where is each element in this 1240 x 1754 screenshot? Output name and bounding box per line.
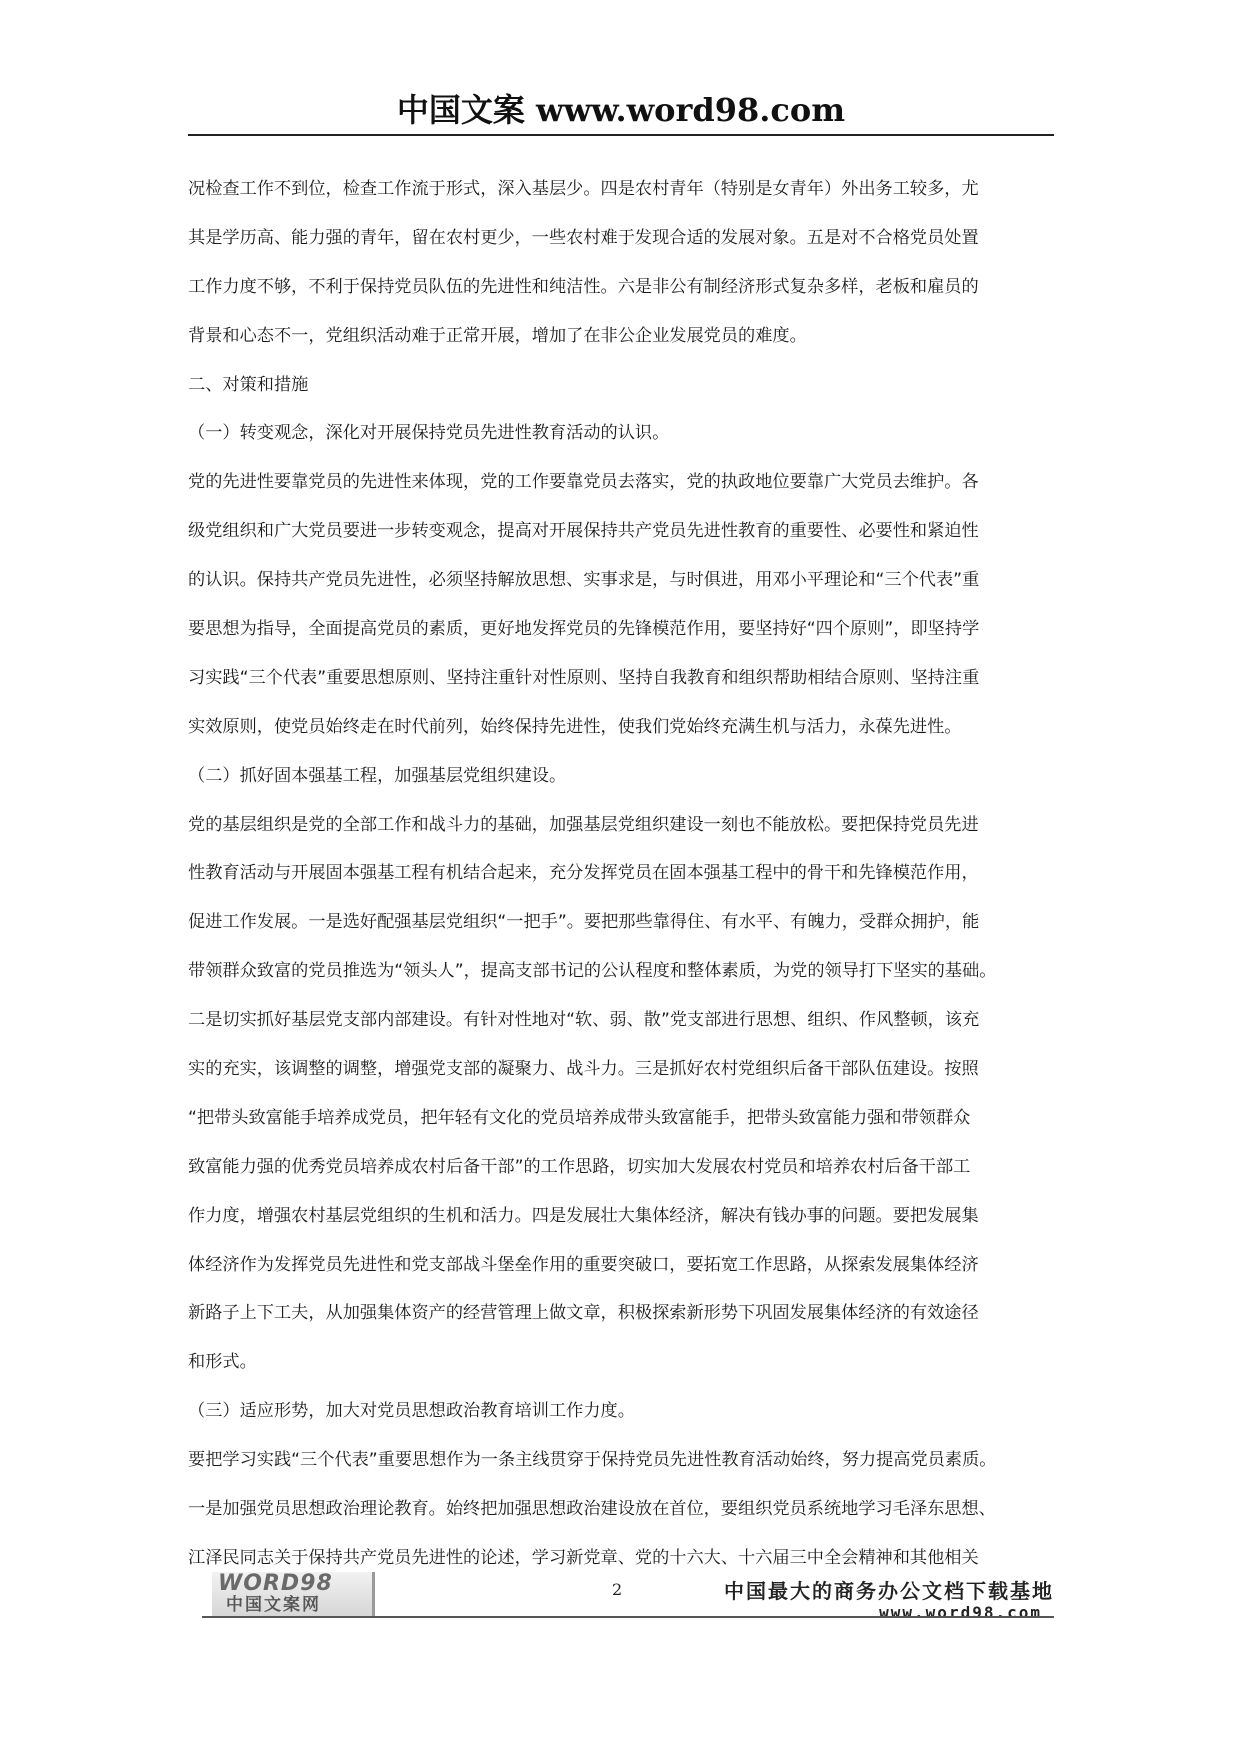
body-line: 和形式。	[188, 1352, 257, 1373]
body-line: 实的充实，该调整的调整，增强党支部的凝聚力、战斗力。三是抓好农村党组织后备干部队伍建设。按照	[188, 1059, 979, 1080]
body-line: 促进工作发展。一是选好配强基层党组织“一把手”。要把那些靠得住、有水平、有魄力，受群众拥护，能	[188, 912, 980, 933]
body-line: 二是切实抓好基层党支部内部建设。有针对性地对“软、弱、散”党支部进行思想、组织、作风整顿，该充	[188, 1010, 980, 1031]
body-line: 况检查工作不到位，检查工作流于形式，深入基层少。四是农村青年（特别是女青年）外出务工较多，尤	[188, 179, 979, 199]
body-line: 作力度，增强农村基层党组织的生机和活力。四是发展壮大集体经济，解决有钱办事的问题。要把发展集	[188, 1205, 979, 1226]
body-line: 习实践“三个代表”重要思想原则、坚持注重针对性原则、坚持自我教育和组织帮助相结合原则、坚持注重	[188, 667, 980, 688]
body-line: 党的基层组织是党的全部工作和战斗力的基础，加强基层党组织建设一刻也不能放松。要把保持党员先进	[188, 814, 979, 835]
body-line: 党的先进性要靠党员的先进性来体现，党的工作要靠党员去落实，党的执政地位要靠广大党员去维护。各	[188, 472, 979, 493]
body-line: 新路子上下工夫，从加强集体资产的经营管理上做文章，积极探索新形势下巩固发展集体经济的有效途径	[188, 1303, 979, 1324]
document-body	[188, 165, 1058, 1583]
subsection-heading: （一）转变观念，深化对开展保持党员先进性教育活动的认识。	[188, 423, 670, 444]
body-line: 一是加强党员思想政治理论教育。始终把加强思想政治建设放在首位，要组织党员系统地学习毛泽东思想、	[188, 1499, 996, 1520]
body-line: “把带头致富能手培养成党员，把年轻有文化的党员培养成带头致富能手，把带头致富能力强和带领群众	[188, 1107, 971, 1128]
subsection-heading: （二）抓好固本强基工程，加强基层党组织建设。	[188, 765, 567, 786]
body-line: 背景和心态不一，党组织活动难于正常开展，增加了在非公企业发展党员的难度。	[188, 325, 807, 346]
body-line: 带领群众致富的党员推选为“领头人”，提高支部书记的公认程度和整体素质，为党的领导打下坚实的基础。	[188, 961, 997, 982]
page-number: 2	[612, 1580, 623, 1599]
body-line: 体经济作为发挥党员先进性和党支部战斗堡垒作用的重要突破口，要拓宽工作思路，从探索发展集体经济	[188, 1254, 979, 1275]
word98-logo	[212, 1572, 375, 1616]
body-line: 工作力度不够，不利于保持党员队伍的先进性和纯洁性。六是非公有制经济形式复杂多样，老板和雇员的	[188, 276, 979, 297]
footer-divider	[202, 1616, 1054, 1618]
body-line: 江泽民同志关于保持共产党员先进性的论述，学习新党章、党的十六大、十六届三中全会精神和其他相关	[188, 1547, 979, 1568]
header-divider	[188, 134, 1054, 136]
body-line: 级党组织和广大党员要进一步转变观念，提高对开展保持共产党员先进性教育的重要性、必要性和紧迫性	[188, 521, 979, 542]
section-heading: 二、对策和措施	[188, 374, 309, 395]
footer-url: www.word98.com	[879, 1603, 1042, 1622]
body-line: 性教育活动与开展固本强基工程有机结合起来，充分发挥党员在固本强基工程中的骨干和先锋模范作用，	[188, 863, 979, 884]
logo-subtitle: 中国文案网	[226, 1595, 321, 1615]
body-line: 的认识。保持共产党员先进性，必须坚持解放思想、实事求是，与时俱进，用邓小平理论和“三个代表”重	[188, 570, 980, 591]
footer-slogan: 中国最大的商务办公文档下载基地	[724, 1579, 1054, 1603]
body-line: 致富能力强的优秀党员培养成农村后备干部”的工作思路，切实加大发展农村党员和培养农村后备干部工	[188, 1156, 971, 1177]
body-line: 要把学习实践“三个代表”重要思想作为一条主线贯穿于保持党员先进性教育活动始终，努力提高党员素质。	[188, 1450, 997, 1471]
logo-wordmark: WORD98	[218, 1571, 333, 1596]
subsection-heading: （三）适应形势，加大对党员思想政治教育培训工作力度。	[188, 1401, 635, 1422]
body-line: 要思想为指导，全面提高党员的素质，更好地发挥党员的先锋模范作用，要坚持好“四个原则”，即坚持学	[188, 619, 980, 640]
page-header-title: 中国文案 www.word98.com	[396, 91, 846, 129]
body-line: 实效原则，使党员始终走在时代前列，始终保持先进性，使我们党始终充满生机与活力，永葆先进性。	[188, 716, 962, 737]
body-line: 其是学历高、能力强的青年，留在农村更少，一些农村难于发现合适的发展对象。五是对不合格党员处置	[188, 227, 979, 248]
